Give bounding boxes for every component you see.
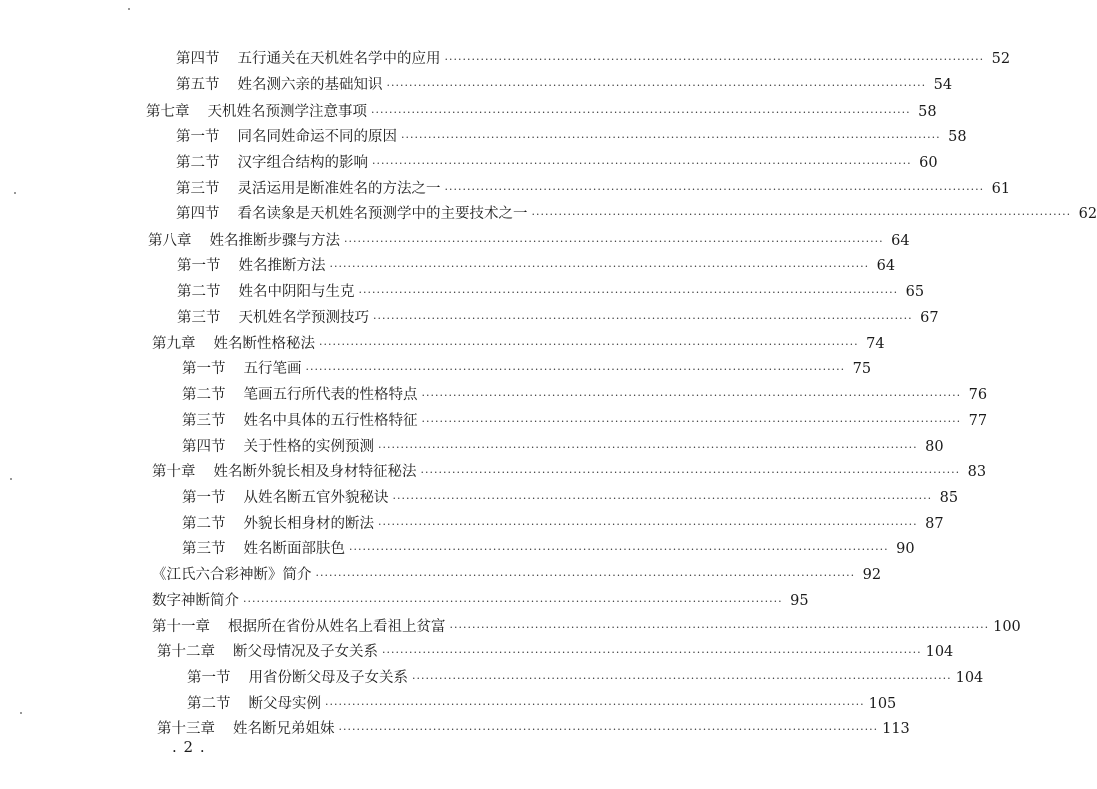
toc-entry-label: 第三节 [182, 413, 226, 429]
dot-leader: ························································································································ [444, 53, 985, 66]
toc-entry [176, 177, 1011, 201]
toc-entry-title: 姓名中阴阳与生克 [238, 284, 355, 300]
toc-entry-title: 灵活运用是断准姓名的方法之一 [237, 181, 441, 197]
toc-entry-page-number: 104 [925, 644, 954, 660]
toc-entry-page-number: 87 [925, 516, 944, 532]
toc-entry [148, 229, 910, 253]
toc-entry-label: 第十三章 [157, 721, 215, 737]
toc-entry [182, 486, 959, 510]
toc-entry-label: 第二节 [176, 155, 220, 171]
scan-speck [128, 8, 130, 10]
toc-entry [152, 589, 809, 613]
scan-speck [10, 478, 12, 480]
toc-entry-page-number: 64 [891, 233, 910, 249]
dot-leader: ························································································································ [319, 338, 859, 351]
toc-entry [146, 100, 937, 124]
toc-entry-title: 根据所在省份从姓名上看祖上贫富 [228, 619, 446, 635]
toc-entry-page-number: 80 [925, 439, 944, 455]
toc-entry-title: 姓名断外貌长相及身材特征秘法 [213, 464, 417, 480]
toc-entry-label: 第四节 [176, 51, 220, 67]
dot-leader: ························································································································ [243, 595, 783, 608]
toc-entry-page-number: 95 [790, 593, 809, 609]
dot-leader: ························································································································ [358, 286, 899, 299]
toc-entry [182, 537, 915, 561]
dot-leader: ························································································································ [349, 543, 889, 556]
page-number: . 2 . [172, 738, 206, 756]
dot-leader: ························································································································ [449, 621, 990, 634]
toc-entry-label: 第二节 [187, 696, 231, 712]
toc-entry-page-number: 90 [896, 541, 915, 557]
toc-entry-title: 五行通关在天机姓名学中的应用 [237, 51, 441, 67]
toc-entry-label: 第一节 [177, 258, 221, 274]
toc-entry-label: 第一节 [182, 361, 226, 377]
toc-entry-title: 姓名推断步骤与方法 [209, 233, 340, 249]
dot-leader: ························································································································ [386, 79, 927, 92]
dot-leader: ························································································································ [412, 672, 952, 685]
toc-entry-page-number: 62 [1078, 206, 1097, 222]
dot-leader: ························································································································ [305, 363, 846, 376]
toc-entry [176, 73, 953, 97]
toc-entry-label: 第四节 [176, 206, 220, 222]
toc-entry [152, 615, 1021, 639]
toc-entry-label: 第五节 [176, 77, 220, 93]
toc-entry-title: 天机姓名学预测技巧 [238, 310, 369, 326]
toc-entry-page-number: 92 [862, 567, 882, 583]
toc-entry-title: 看名读象是天机姓名预测学中的主要技术之一 [237, 206, 528, 222]
dot-leader: ························································································································ [378, 518, 918, 531]
toc-entry-page-number: 65 [905, 284, 925, 300]
toc-entry [182, 357, 872, 381]
dot-leader: ························································································································ [338, 723, 879, 736]
dot-leader: ························································································································ [401, 131, 941, 144]
toc-entry-page-number: 61 [991, 181, 1011, 197]
toc-entry-title: 从姓名断五官外貌秘诀 [243, 490, 389, 506]
toc-entry-page-number: 83 [967, 464, 987, 480]
toc-entry [176, 151, 938, 175]
toc-entry-title: 姓名中具体的五行性格特征 [243, 413, 418, 429]
toc-entry-page-number: 52 [991, 51, 1011, 67]
toc-entry [176, 125, 967, 149]
scan-speck [14, 192, 16, 194]
toc-entry-title: 笔画五行所代表的性格特点 [243, 387, 418, 403]
toc-entry-title: 断父母实例 [248, 696, 321, 712]
toc-entry-title: 五行笔画 [243, 361, 302, 377]
toc-entry-title: 姓名断面部肤色 [243, 541, 345, 557]
toc-entry-page-number: 74 [866, 336, 885, 352]
dot-leader: ························································································································ [373, 312, 913, 325]
toc-entry-label: 第九章 [152, 336, 196, 352]
toc-entry-page-number: 64 [876, 258, 896, 274]
toc-entry-title: 断父母情况及子女关系 [233, 644, 378, 660]
toc-entry [176, 47, 1011, 71]
toc-entry-page-number: 104 [955, 670, 984, 686]
toc-entry [182, 409, 988, 433]
toc-entry [187, 666, 984, 690]
toc-entry [152, 460, 987, 484]
toc-entry-label: 第三节 [176, 181, 220, 197]
toc-entry [152, 332, 885, 356]
scan-speck [20, 712, 22, 714]
toc-entry-title: 关于性格的实例预测 [243, 439, 374, 455]
toc-entry-label: 第十章 [152, 464, 196, 480]
dot-leader: ························································································································ [315, 569, 856, 582]
toc-entry-label: 第十一章 [152, 619, 210, 635]
toc-entry-label: 第三节 [182, 541, 226, 557]
toc-entry-title: 姓名断性格秘法 [213, 336, 315, 352]
toc-entry-page-number: 105 [868, 696, 897, 712]
toc-entry-title: 天机姓名预测学注意事项 [207, 104, 367, 120]
toc-entry [187, 692, 897, 716]
toc-entry-page-number: 77 [968, 413, 988, 429]
toc-entry [152, 563, 882, 587]
toc-entry-label: 第三节 [177, 310, 221, 326]
dot-leader: ························································································································ [371, 106, 911, 119]
toc-entry-label: 第一节 [187, 670, 231, 686]
toc-entry-title: 汉字组合结构的影响 [237, 155, 368, 171]
toc-entry-page-number: 58 [948, 129, 967, 145]
toc-entry-label: 第二节 [177, 284, 221, 300]
toc-entry-title: 《江氏六合彩神断》简介 [152, 567, 312, 583]
dot-leader: ························································································································ [392, 492, 933, 505]
toc-entry-label: 第八章 [148, 233, 192, 249]
toc-entry-label: 第十二章 [157, 644, 215, 660]
toc-entry-label: 第一节 [176, 129, 220, 145]
dot-leader: ························································································································ [329, 260, 870, 273]
toc-entry-page-number: 100 [993, 619, 1021, 635]
toc-entry [182, 512, 944, 536]
toc-entry-label: 第四节 [182, 439, 226, 455]
toc-entry-title: 姓名测六亲的基础知识 [237, 77, 383, 93]
dot-leader: ························································································································ [420, 466, 961, 479]
toc-entry [157, 640, 954, 664]
toc-entry-page-number: 67 [920, 310, 939, 326]
toc-entry-title: 姓名断兄弟姐妹 [233, 721, 335, 737]
toc-entry-page-number: 76 [968, 387, 988, 403]
dot-leader: ························································································································ [378, 441, 918, 454]
toc-entry-page-number: 60 [919, 155, 938, 171]
toc-entry-title: 姓名推断方法 [238, 258, 326, 274]
toc-entry-label: 第二节 [182, 516, 226, 532]
toc-entry-title: 外貌长相身材的断法 [243, 516, 374, 532]
toc-entry [182, 383, 988, 407]
dot-leader: ························································································································ [372, 157, 912, 170]
dot-leader: ························································································································ [531, 208, 1072, 221]
dot-leader: ························································································································ [325, 698, 865, 711]
dot-leader: ························································································································ [421, 415, 962, 428]
toc-entry [177, 280, 925, 304]
dot-leader: ························································································································ [344, 235, 884, 248]
toc-entry-title: 同名同姓命运不同的原因 [237, 129, 397, 145]
toc-entry [157, 717, 910, 741]
toc-entry-page-number: 113 [882, 721, 910, 737]
toc-entry-label: 第一节 [182, 490, 226, 506]
toc-entry-title: 用省份断父母及子女关系 [248, 670, 408, 686]
dot-leader: ························································································································ [421, 389, 962, 402]
toc-entry [176, 202, 1097, 226]
toc-entry-title: 数字神断简介 [152, 593, 239, 609]
dot-leader: ························································································································ [444, 183, 985, 196]
toc-entry-page-number: 85 [939, 490, 959, 506]
toc-entry-label: 第二节 [182, 387, 226, 403]
toc-entry [177, 306, 939, 330]
toc-entry-page-number: 58 [918, 104, 937, 120]
dot-leader: ························································································································ [382, 646, 922, 659]
toc-entry [177, 254, 896, 278]
toc-entry-label: 第七章 [146, 104, 190, 120]
toc-entry-page-number: 75 [852, 361, 872, 377]
toc-entry-page-number: 54 [933, 77, 953, 93]
toc-entry [182, 435, 944, 459]
